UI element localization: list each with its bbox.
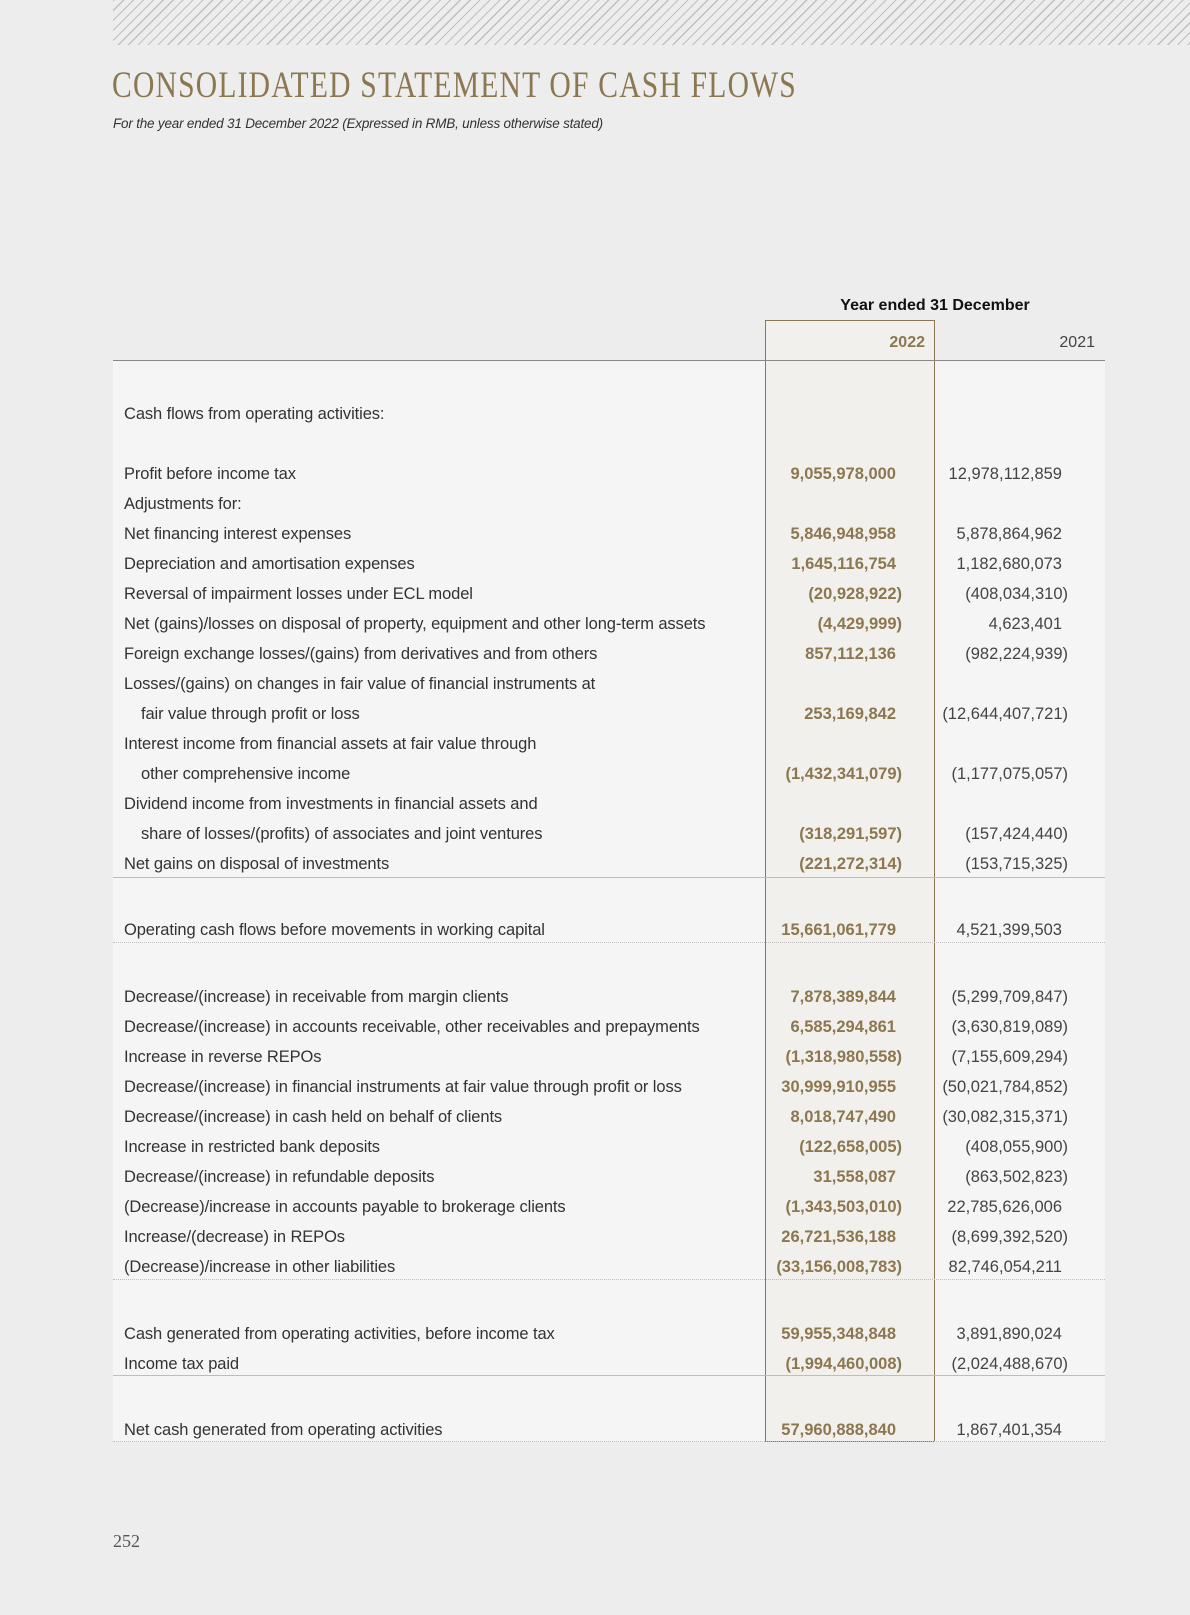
row-divider — [113, 877, 1105, 878]
value-2022: 5,846,948,958 — [790, 525, 896, 543]
value-2022: 59,955,348,848 — [781, 1325, 896, 1343]
table-row — [113, 1198, 1105, 1220]
row-divider — [113, 1375, 1105, 1376]
table-row — [113, 1355, 1105, 1377]
value-2022: 15,661,061,779 — [781, 921, 896, 939]
value-2021: 82,746,054,211 — [948, 1258, 1062, 1276]
value-2022: 26,721,536,188 — [781, 1228, 896, 1246]
table-row — [113, 1421, 1105, 1443]
table-row — [113, 465, 1105, 487]
table-row — [113, 1018, 1105, 1040]
table-row — [113, 1228, 1105, 1250]
row-divider — [113, 1279, 1105, 1280]
value-2022: (318,291,597) — [799, 825, 902, 843]
value-2022: (20,928,922) — [808, 585, 902, 603]
row-label: share of losses/(profits) of associates and joint ventures — [141, 825, 543, 843]
row-label: Decrease/(increase) in financial instruments at fair value through profit or loss — [124, 1078, 682, 1096]
value-2021: 5,878,864,962 — [956, 525, 1062, 543]
value-2022: 6,585,294,861 — [790, 1018, 896, 1036]
table-row — [113, 1138, 1105, 1160]
value-2022: (1,318,980,558) — [785, 1048, 902, 1066]
value-2022: (122,658,005) — [799, 1138, 902, 1156]
table-row — [113, 405, 1105, 427]
row-label: Interest income from financial assets at fair value through — [124, 735, 537, 753]
table-row — [113, 495, 1105, 517]
table-row — [113, 988, 1105, 1010]
row-label: Depreciation and amortisation expenses — [124, 555, 415, 573]
page-number: 252 — [113, 1531, 140, 1551]
value-2022: 31,558,087 — [813, 1168, 896, 1186]
value-2022: 253,169,842 — [804, 705, 896, 723]
value-2021: 12,978,112,859 — [948, 465, 1062, 483]
row-label: Net financing interest expenses — [124, 525, 352, 543]
value-2022: 30,999,910,955 — [781, 1078, 896, 1096]
value-2021: (5,299,709,847) — [951, 988, 1068, 1006]
table-row — [113, 585, 1105, 607]
value-2022: 9,055,978,000 — [790, 465, 896, 483]
page-title: CONSOLIDATED STATEMENT OF CASH FLOWS — [112, 65, 797, 106]
row-divider — [113, 942, 1105, 943]
row-label: Increase in restricted bank deposits — [124, 1138, 380, 1156]
table-row — [113, 645, 1105, 667]
table-row — [113, 705, 1105, 727]
row-label: Dividend income from investments in financial assets and — [124, 795, 538, 813]
page-subtitle: For the year ended 31 December 2022 (Expressed in RMB, unless otherwise stated) — [113, 116, 603, 131]
row-label: Reversal of impairment losses under ECL model — [124, 585, 473, 603]
value-2021: 22,785,626,006 — [947, 1198, 1062, 1216]
table-row — [113, 1108, 1105, 1130]
value-2022: (4,429,999) — [817, 615, 902, 633]
table-row — [113, 615, 1105, 637]
value-2021: (863,502,823) — [965, 1168, 1068, 1186]
row-label: Increase in reverse REPOs — [124, 1048, 322, 1066]
row-label: Income tax paid — [124, 1355, 239, 1373]
column-header-2021: 2021 — [1059, 334, 1095, 351]
row-label: Increase/(decrease) in REPOs — [124, 1228, 345, 1246]
table-row — [113, 921, 1105, 943]
header-divider — [113, 360, 1105, 361]
row-divider — [113, 1441, 1105, 1442]
decorative-hatch-band — [113, 0, 1190, 45]
value-2022: (221,272,314) — [799, 855, 902, 873]
table-row — [113, 825, 1105, 847]
value-2022: 8,018,747,490 — [790, 1108, 896, 1126]
table-row — [113, 1325, 1105, 1347]
value-2021: 3,891,890,024 — [956, 1325, 1062, 1343]
value-2021: (30,082,315,371) — [942, 1108, 1068, 1126]
row-label: Decrease/(increase) in receivable from margin clients — [124, 988, 509, 1006]
table-row — [113, 555, 1105, 577]
table-row — [113, 1168, 1105, 1190]
table-row — [113, 855, 1105, 877]
value-2022: (1,432,341,079) — [785, 765, 902, 783]
value-2022: (1,994,460,008) — [785, 1355, 902, 1373]
row-label: other comprehensive income — [141, 765, 351, 783]
value-2021: 4,521,399,503 — [956, 921, 1062, 939]
value-2022: (1,343,503,010) — [785, 1198, 902, 1216]
row-label: (Decrease)/increase in accounts payable to brokerage clients — [124, 1198, 566, 1216]
value-2021: (408,034,310) — [965, 585, 1068, 603]
row-label: Net (gains)/losses on disposal of property, equipment and other long-term assets — [124, 615, 706, 633]
value-2021: (157,424,440) — [965, 825, 1068, 843]
row-label: Cash flows from operating activities: — [124, 405, 385, 423]
row-label: Operating cash flows before movements in working capital — [124, 921, 545, 939]
column-group-header: Year ended 31 December — [840, 297, 1030, 314]
value-2021: (153,715,325) — [965, 855, 1068, 873]
value-2021: 4,623,401 — [988, 615, 1062, 633]
row-label: Decrease/(increase) in accounts receivable, other receivables and prepayments — [124, 1018, 700, 1036]
row-label: Foreign exchange losses/(gains) from derivatives and from others — [124, 645, 598, 663]
value-2022: (33,156,008,783) — [776, 1258, 902, 1276]
row-label: Adjustments for: — [124, 495, 242, 513]
value-2021: (8,699,392,520) — [951, 1228, 1068, 1246]
value-2021: 1,867,401,354 — [956, 1421, 1062, 1439]
row-label: Decrease/(increase) in refundable deposits — [124, 1168, 435, 1186]
value-2021: (2,024,488,670) — [951, 1355, 1068, 1373]
table-row — [113, 1258, 1105, 1280]
table-row — [113, 1048, 1105, 1070]
table-row — [113, 525, 1105, 547]
value-2021: (3,630,819,089) — [951, 1018, 1068, 1036]
value-2021: (408,055,900) — [965, 1138, 1068, 1156]
value-2022: 1,645,116,754 — [791, 555, 896, 573]
value-2021: (7,155,609,294) — [951, 1048, 1068, 1066]
table-row — [113, 765, 1105, 787]
row-label: Losses/(gains) on changes in fair value of financial instruments at — [124, 675, 596, 693]
table-row — [113, 675, 1105, 697]
row-label: Decrease/(increase) in cash held on behalf of clients — [124, 1108, 503, 1126]
table-row — [113, 735, 1105, 757]
column-header-2022: 2022 — [889, 334, 925, 351]
value-2021: (1,177,075,057) — [951, 765, 1068, 783]
value-2021: (982,224,939) — [965, 645, 1068, 663]
table-row — [113, 795, 1105, 817]
row-label: Net cash generated from operating activities — [124, 1421, 443, 1439]
table-row — [113, 1078, 1105, 1100]
row-label: (Decrease)/increase in other liabilities — [124, 1258, 396, 1276]
value-2021: (12,644,407,721) — [942, 705, 1068, 723]
value-2021: 1,182,680,073 — [956, 555, 1062, 573]
value-2022: 857,112,136 — [805, 645, 896, 663]
value-2022: 57,960,888,840 — [781, 1421, 896, 1439]
row-label: Net gains on disposal of investments — [124, 855, 390, 873]
row-label: Profit before income tax — [124, 465, 296, 483]
value-2021: (50,021,784,852) — [942, 1078, 1068, 1096]
row-label: fair value through profit or loss — [141, 705, 360, 723]
value-2022: 7,878,389,844 — [790, 988, 896, 1006]
row-label: Cash generated from operating activities, before income tax — [124, 1325, 555, 1343]
